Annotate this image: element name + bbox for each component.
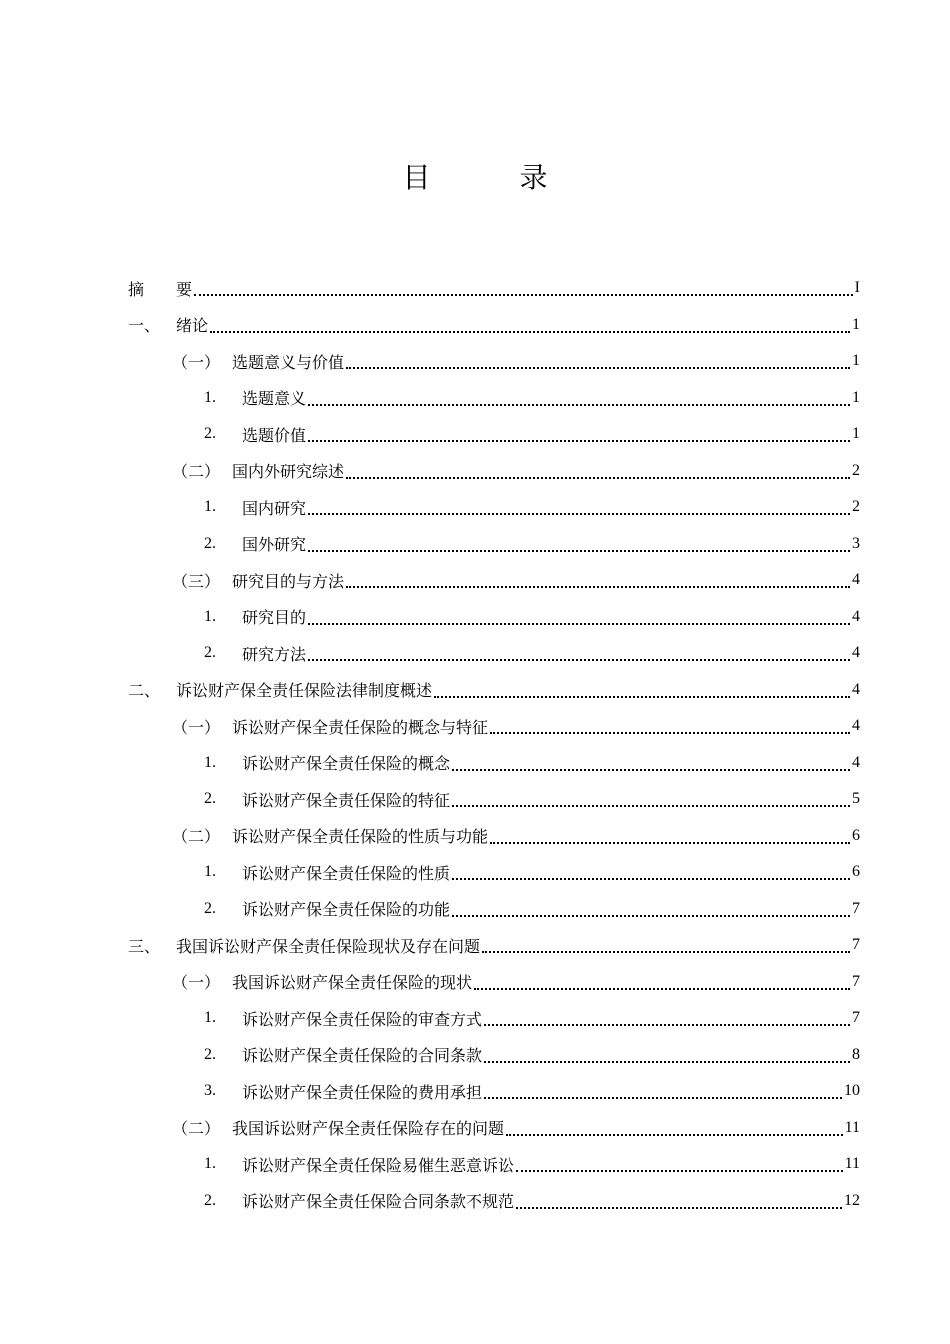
toc-entry-label: 研究方法 bbox=[242, 644, 307, 664]
toc-entry-page: 1 bbox=[852, 315, 860, 333]
toc-entry-number: （一） bbox=[172, 973, 221, 993]
toc-entry-page: 3 bbox=[852, 534, 860, 552]
toc-entry-number: （二） bbox=[172, 827, 221, 847]
toc-entry-page: 4 bbox=[852, 680, 860, 698]
toc-entry-page: 1 bbox=[852, 388, 860, 406]
toc-entry-number: 1. bbox=[204, 498, 216, 516]
toc-entry-page: 6 bbox=[852, 826, 860, 844]
toc-entry-label: 诉讼财产保全责任保险的性质与功能 bbox=[232, 827, 489, 847]
toc-entry[interactable] bbox=[0, 635, 860, 672]
toc-entry-label: 诉讼财产保全责任保险的概念 bbox=[242, 754, 451, 774]
toc-entry-label: 国外研究 bbox=[242, 535, 307, 555]
toc-entry-page: 1 bbox=[852, 425, 860, 443]
toc-entry-number: 摘 bbox=[128, 279, 145, 299]
toc-entry-label: 诉讼财产保全责任保险的审查方式 bbox=[242, 1009, 483, 1029]
toc-entry[interactable] bbox=[0, 489, 860, 526]
toc-entry-label: 国内研究 bbox=[242, 498, 307, 518]
toc-dot-leader bbox=[452, 805, 850, 807]
toc-entry-number: （一） bbox=[172, 717, 221, 737]
toc-dot-leader bbox=[308, 404, 850, 406]
toc-dot-leader bbox=[308, 659, 850, 661]
toc-entry-page: 1 bbox=[852, 352, 860, 370]
toc-entry-page: 4 bbox=[852, 644, 860, 662]
toc-entry-number: 3. bbox=[204, 1082, 216, 1100]
toc-entry-page: 7 bbox=[852, 972, 860, 990]
toc-entry[interactable] bbox=[0, 1000, 860, 1037]
toc-entry[interactable] bbox=[0, 781, 860, 818]
table-of-contents bbox=[0, 270, 950, 1219]
toc-entry[interactable] bbox=[0, 745, 860, 782]
toc-entry[interactable] bbox=[0, 270, 860, 307]
toc-entry-label: 诉讼财产保全责任保险的概念与特征 bbox=[232, 717, 489, 737]
toc-dot-leader bbox=[308, 623, 850, 625]
toc-entry-number: 2. bbox=[204, 534, 216, 552]
toc-entry[interactable] bbox=[0, 380, 860, 417]
toc-entry-page: 5 bbox=[852, 790, 860, 808]
toc-entry-page: 12 bbox=[844, 1191, 860, 1209]
toc-entry[interactable] bbox=[0, 854, 860, 891]
toc-entry-number: 一、 bbox=[128, 316, 161, 336]
toc-entry-label: 我国诉讼财产保全责任保险现状及存在问题 bbox=[176, 936, 481, 956]
toc-entry[interactable] bbox=[0, 818, 860, 855]
toc-dot-leader bbox=[346, 367, 850, 369]
toc-entry[interactable] bbox=[0, 708, 860, 745]
toc-entry-number: 1. bbox=[204, 863, 216, 881]
toc-entry-label: 诉讼财产保全责任保险易催生恶意诉讼 bbox=[242, 1155, 515, 1175]
toc-entry-number: （一） bbox=[172, 352, 221, 372]
toc-entry[interactable] bbox=[0, 562, 860, 599]
toc-entry-label: 诉讼财产保全责任保险的费用承担 bbox=[242, 1082, 483, 1102]
toc-dot-leader bbox=[484, 1097, 842, 1099]
toc-entry-number: （三） bbox=[172, 571, 221, 591]
toc-entry[interactable] bbox=[0, 416, 860, 453]
toc-dot-leader bbox=[346, 586, 850, 588]
toc-entry[interactable] bbox=[0, 307, 860, 344]
toc-entry-page: 10 bbox=[844, 1082, 860, 1100]
toc-dot-leader bbox=[516, 1207, 842, 1209]
toc-dot-leader bbox=[474, 988, 850, 990]
toc-dot-leader bbox=[194, 294, 853, 296]
toc-entry-label: 诉讼财产保全责任保险的功能 bbox=[242, 900, 451, 920]
toc-entry-label: 选题价值 bbox=[242, 425, 307, 445]
toc-entry[interactable] bbox=[0, 453, 860, 490]
toc-dot-leader bbox=[482, 951, 850, 953]
toc-entry-page: 4 bbox=[852, 753, 860, 771]
toc-entry-label: 绪论 bbox=[176, 316, 209, 336]
toc-entry-page: 2 bbox=[852, 498, 860, 516]
toc-entry-label: 要 bbox=[176, 279, 193, 299]
toc-dot-leader bbox=[490, 842, 850, 844]
toc-entry-label: 诉讼财产保全责任保险合同条款不规范 bbox=[242, 1192, 515, 1212]
toc-entry-number: （二） bbox=[172, 1119, 221, 1139]
toc-entry-number: 2. bbox=[204, 1191, 216, 1209]
toc-entry-page: 4 bbox=[852, 717, 860, 735]
toc-dot-leader bbox=[434, 696, 850, 698]
toc-entry-label: 诉讼财产保全责任保险的性质 bbox=[242, 863, 451, 883]
toc-dot-leader bbox=[484, 1061, 850, 1063]
toc-entry-number: 1. bbox=[204, 1009, 216, 1027]
toc-entry-label: 我国诉讼财产保全责任保险存在的问题 bbox=[232, 1119, 505, 1139]
toc-dot-leader bbox=[452, 769, 850, 771]
toc-dot-leader bbox=[308, 513, 850, 515]
toc-entry[interactable] bbox=[0, 1073, 860, 1110]
toc-entry-number: 三、 bbox=[128, 936, 161, 956]
toc-entry-page: 7 bbox=[852, 936, 860, 954]
toc-entry-number: 2. bbox=[204, 644, 216, 662]
toc-entry[interactable] bbox=[0, 1183, 860, 1220]
toc-entry-number: 2. bbox=[204, 1045, 216, 1063]
toc-dot-leader bbox=[210, 331, 850, 333]
toc-dot-leader bbox=[346, 477, 850, 479]
toc-entry-page: 4 bbox=[852, 571, 860, 589]
page-title: 目 录 bbox=[402, 161, 588, 194]
toc-dot-leader bbox=[308, 440, 850, 442]
toc-entry-number: 二、 bbox=[128, 681, 161, 701]
toc-entry-page: 6 bbox=[852, 863, 860, 881]
toc-dot-leader bbox=[452, 915, 850, 917]
toc-entry-number: 2. bbox=[204, 899, 216, 917]
toc-entry[interactable] bbox=[0, 891, 860, 928]
toc-dot-leader bbox=[490, 732, 850, 734]
toc-entry-label: 诉讼财产保全责任保险的特征 bbox=[242, 790, 451, 810]
toc-dot-leader bbox=[452, 878, 850, 880]
toc-entry-page: 11 bbox=[844, 1155, 860, 1173]
toc-entry[interactable] bbox=[0, 343, 860, 380]
toc-entry-number: 1. bbox=[204, 753, 216, 771]
toc-entry-label: 我国诉讼财产保全责任保险的现状 bbox=[232, 973, 473, 993]
toc-entry-label: 选题意义 bbox=[242, 389, 307, 409]
toc-entry[interactable] bbox=[0, 964, 860, 1001]
toc-entry-number: 2. bbox=[204, 790, 216, 808]
toc-entry-label: 研究目的 bbox=[242, 608, 307, 628]
toc-entry-number: 1. bbox=[204, 607, 216, 625]
toc-entry-number: 2. bbox=[204, 425, 216, 443]
toc-entry-label: 研究目的与方法 bbox=[232, 571, 345, 591]
toc-entry[interactable] bbox=[0, 599, 860, 636]
toc-entry-page: 11 bbox=[844, 1118, 860, 1136]
toc-entry-label: 选题意义与价值 bbox=[232, 352, 345, 372]
toc-entry-label: 诉讼财产保全责任保险的合同条款 bbox=[242, 1046, 483, 1066]
toc-dot-leader bbox=[516, 1170, 843, 1172]
toc-entry[interactable] bbox=[0, 1146, 860, 1183]
toc-dot-leader bbox=[506, 1134, 843, 1136]
toc-entry-page: 2 bbox=[852, 461, 860, 479]
toc-entry-page: I bbox=[854, 279, 860, 297]
toc-entry[interactable] bbox=[0, 672, 860, 709]
toc-entry-page: 4 bbox=[852, 607, 860, 625]
toc-entry-label: 国内外研究综述 bbox=[232, 462, 345, 482]
toc-entry-number: 1. bbox=[204, 388, 216, 406]
toc-entry-number: 1. bbox=[204, 1155, 216, 1173]
toc-entry-number: （二） bbox=[172, 462, 221, 482]
toc-entry-page: 8 bbox=[852, 1045, 860, 1063]
toc-entry[interactable] bbox=[0, 1110, 860, 1147]
toc-entry-page: 7 bbox=[852, 899, 860, 917]
toc-dot-leader bbox=[484, 1024, 850, 1026]
toc-dot-leader bbox=[308, 550, 850, 552]
toc-entry-page: 7 bbox=[852, 1009, 860, 1027]
toc-entry[interactable] bbox=[0, 1037, 860, 1074]
toc-entry-label: 诉讼财产保全责任保险法律制度概述 bbox=[176, 681, 433, 701]
toc-entry[interactable] bbox=[0, 927, 860, 964]
toc-entry[interactable] bbox=[0, 526, 860, 563]
